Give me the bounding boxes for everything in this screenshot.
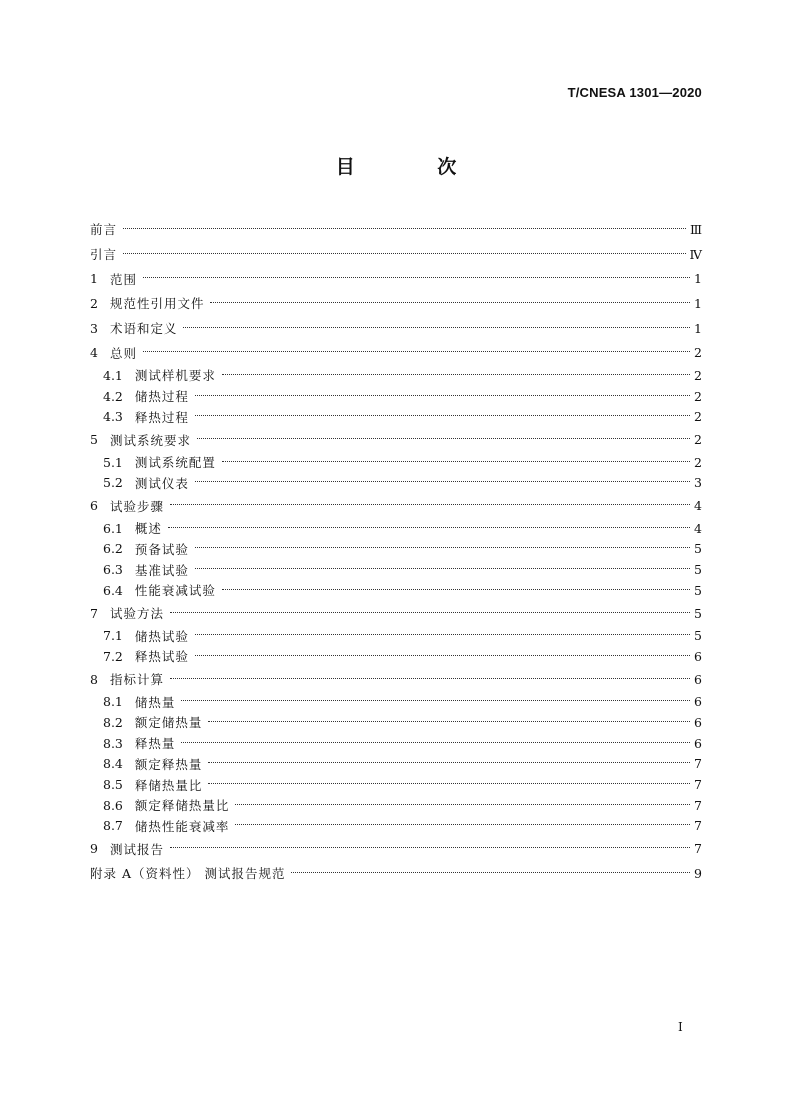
toc-entry[interactable] [90, 316, 702, 341]
toc-leader-dots [291, 872, 690, 873]
toc-entry-title: 释热量 [134, 736, 176, 752]
toc-leader-dots [181, 700, 690, 701]
toc-leader-dots [222, 374, 690, 375]
toc-entry-title: 释热试验 [134, 649, 189, 665]
toc-leader-dots [170, 612, 690, 613]
toc-leader-dots [210, 302, 690, 303]
toc-entry[interactable] [90, 291, 702, 316]
toc-leader-dots [208, 762, 690, 763]
page-number: I [678, 1020, 683, 1034]
toc-entry-number: 6.2 [103, 541, 123, 557]
toc-entry[interactable] [90, 217, 702, 242]
toc-entry-title: 释储热量比 [134, 777, 203, 793]
toc-entry-number: 8.7 [103, 818, 123, 834]
toc-entry[interactable] [90, 836, 702, 861]
toc-entry-page: 6 [694, 671, 702, 687]
toc-entry-title: 基准试验 [134, 562, 189, 578]
toc-entry[interactable] [90, 386, 702, 407]
toc-entry-page: 4 [694, 520, 702, 536]
toc-entry-number: 2 [90, 295, 98, 311]
toc-entry-page: 5 [694, 562, 702, 578]
toc-entry-number: 8.6 [103, 797, 123, 813]
toc-entry-number: 4.3 [103, 409, 123, 425]
toc-leader-dots [170, 847, 690, 848]
toc-entry[interactable] [90, 559, 702, 580]
toc-entry-number: 6 [90, 498, 98, 514]
toc-entry-title: 试验步骤 [109, 498, 164, 514]
toc-entry[interactable] [90, 691, 702, 712]
toc-leader-dots [170, 504, 690, 505]
toc-entry[interactable] [90, 625, 702, 646]
toc-entry-title: 概述 [134, 521, 162, 537]
toc-leader-dots [195, 395, 690, 396]
toc-entry-page: 2 [694, 432, 702, 448]
toc-entry-page: 2 [694, 388, 702, 404]
toc-entry-number: 9 [90, 841, 98, 857]
toc-entry[interactable] [90, 712, 702, 733]
toc-entry-title: 测试仪表 [134, 475, 189, 491]
toc-entry-page: 1 [694, 295, 702, 311]
toc-entry-page: 7 [694, 777, 702, 793]
toc-entry-title: 预备试验 [134, 541, 189, 557]
toc-entry[interactable] [90, 473, 702, 494]
toc-entry-page: 2 [694, 367, 702, 383]
toc-entry-number: 6.3 [103, 562, 123, 578]
toc-entry-title: 额定储热量 [134, 715, 203, 731]
toc-entry-page: 6 [694, 714, 702, 730]
toc-entry-page: 7 [694, 797, 702, 813]
toc-entry-page: Ⅲ [689, 221, 702, 237]
toc-entry-title: 储热性能衰减率 [134, 818, 230, 834]
toc-entry-number: 4 [90, 345, 98, 361]
toc-leader-dots [197, 438, 690, 439]
toc-entry-title: 释热过程 [134, 409, 189, 425]
toc-entry-number: 7.1 [103, 628, 123, 644]
toc-entry-title: 前言 [90, 222, 118, 238]
toc-leader-dots [195, 568, 690, 569]
toc-entry-title: 储热量 [134, 694, 176, 710]
toc-leader-dots [143, 277, 690, 278]
toc-entry-title: 储热过程 [134, 389, 189, 405]
toc-entry-page: 5 [694, 582, 702, 598]
toc-entry-number: 1 [90, 271, 98, 287]
toc-entry[interactable] [90, 407, 702, 428]
toc-leader-dots [195, 415, 690, 416]
toc-entry-page: 2 [694, 409, 702, 425]
toc-entry-title: 性能衰减试验 [134, 583, 216, 599]
toc-entry-page: 6 [694, 694, 702, 710]
toc-entry-number: 4.2 [103, 388, 123, 404]
toc-entry-title: 测试系统要求 [109, 432, 191, 448]
toc-entry-title: 引言 [90, 247, 118, 263]
document-code: T/CNESA 1301—2020 [567, 85, 702, 100]
toc-leader-dots [208, 783, 690, 784]
toc-entry-page: 5 [694, 605, 702, 621]
toc-leader-dots [195, 481, 690, 482]
toc-entry[interactable] [90, 774, 702, 795]
toc-entry-title: 测试样机要求 [134, 368, 216, 384]
toc-entry-number: 8.4 [103, 756, 123, 772]
toc-entry-page: 7 [694, 756, 702, 772]
toc-entry-page: 6 [694, 735, 702, 751]
toc-entry[interactable] [90, 667, 702, 692]
toc-entry-page: 2 [694, 345, 702, 361]
toc-entry-number: 6.1 [103, 520, 123, 536]
toc-entry[interactable] [90, 861, 702, 886]
toc-entry-title: 总则 [109, 345, 137, 361]
toc-entry[interactable] [90, 242, 702, 267]
toc-entry[interactable] [90, 340, 702, 365]
toc-entry-page: 6 [694, 648, 702, 664]
toc-entry-number: 8 [90, 671, 98, 687]
toc-leader-dots [183, 327, 690, 328]
toc-leader-dots [143, 351, 690, 352]
toc-entry-page: 3 [694, 475, 702, 491]
toc-entry-title: 范围 [109, 271, 137, 287]
toc-entry[interactable] [90, 493, 702, 518]
toc-leader-dots [123, 228, 686, 229]
toc-entry-page: 5 [694, 541, 702, 557]
toc-entry[interactable] [90, 518, 702, 539]
table-of-contents [90, 217, 702, 886]
toc-entry-title: 术语和定义 [109, 321, 178, 337]
toc-leader-dots [195, 547, 690, 548]
toc-entry-number: 6.4 [103, 582, 123, 598]
toc-leader-dots [181, 742, 690, 743]
toc-entry-number: 5.1 [103, 454, 123, 470]
toc-entry-page: 1 [694, 271, 702, 287]
toc-entry-page: 9 [694, 865, 702, 881]
toc-entry-title: 附录 A（资料性） 测试报告规范 [90, 866, 286, 882]
toc-entry-title: 额定释储热量比 [134, 798, 230, 814]
toc-entry-page: Ⅳ [689, 246, 702, 262]
toc-entry-title: 额定释热量 [134, 756, 203, 772]
toc-entry[interactable] [90, 816, 702, 837]
toc-leader-dots [123, 253, 685, 254]
toc-entry-title: 测试报告 [109, 841, 164, 857]
toc-leader-dots [208, 721, 690, 722]
toc-entry-title: 测试系统配置 [134, 455, 216, 471]
toc-entry-number: 5.2 [103, 475, 123, 491]
toc-entry-number: 8.3 [103, 735, 123, 751]
page-title: 目 次 [335, 156, 495, 178]
toc-leader-dots [195, 655, 690, 656]
toc-entry-number: 5 [90, 432, 98, 448]
toc-entry-number: 7.2 [103, 648, 123, 664]
toc-entry-number: 8.5 [103, 777, 123, 793]
toc-entry-page: 1 [694, 320, 702, 336]
toc-entry[interactable] [90, 580, 702, 601]
toc-leader-dots [222, 589, 690, 590]
toc-entry-title: 试验方法 [109, 606, 164, 622]
toc-entry-number: 3 [90, 320, 98, 336]
toc-entry[interactable] [90, 452, 702, 473]
toc-leader-dots [195, 634, 690, 635]
toc-entry-page: 2 [694, 454, 702, 470]
toc-entry-number: 8.1 [103, 694, 123, 710]
toc-leader-dots [170, 678, 690, 679]
toc-entry[interactable] [90, 601, 702, 626]
toc-entry[interactable] [90, 427, 702, 452]
toc-entry-title: 规范性引用文件 [109, 296, 205, 312]
toc-entry-page: 5 [694, 628, 702, 644]
toc-leader-dots [235, 824, 690, 825]
toc-entry-page: 7 [694, 841, 702, 857]
toc-entry-number: 7 [90, 605, 98, 621]
toc-leader-dots [235, 804, 690, 805]
toc-leader-dots [222, 461, 690, 462]
toc-entry[interactable] [90, 266, 702, 291]
toc-entry-title: 储热试验 [134, 628, 189, 644]
toc-entry[interactable] [90, 365, 702, 386]
toc-entry[interactable] [90, 646, 702, 667]
toc-entry[interactable] [90, 733, 702, 754]
toc-entry-page: 7 [694, 818, 702, 834]
toc-entry-number: 8.2 [103, 714, 123, 730]
toc-entry[interactable] [90, 795, 702, 816]
toc-entry[interactable] [90, 539, 702, 560]
toc-leader-dots [168, 527, 690, 528]
toc-entry-number: 4.1 [103, 367, 123, 383]
toc-entry-page: 4 [694, 498, 702, 514]
toc-entry-title: 指标计算 [109, 672, 164, 688]
toc-entry[interactable] [90, 754, 702, 775]
